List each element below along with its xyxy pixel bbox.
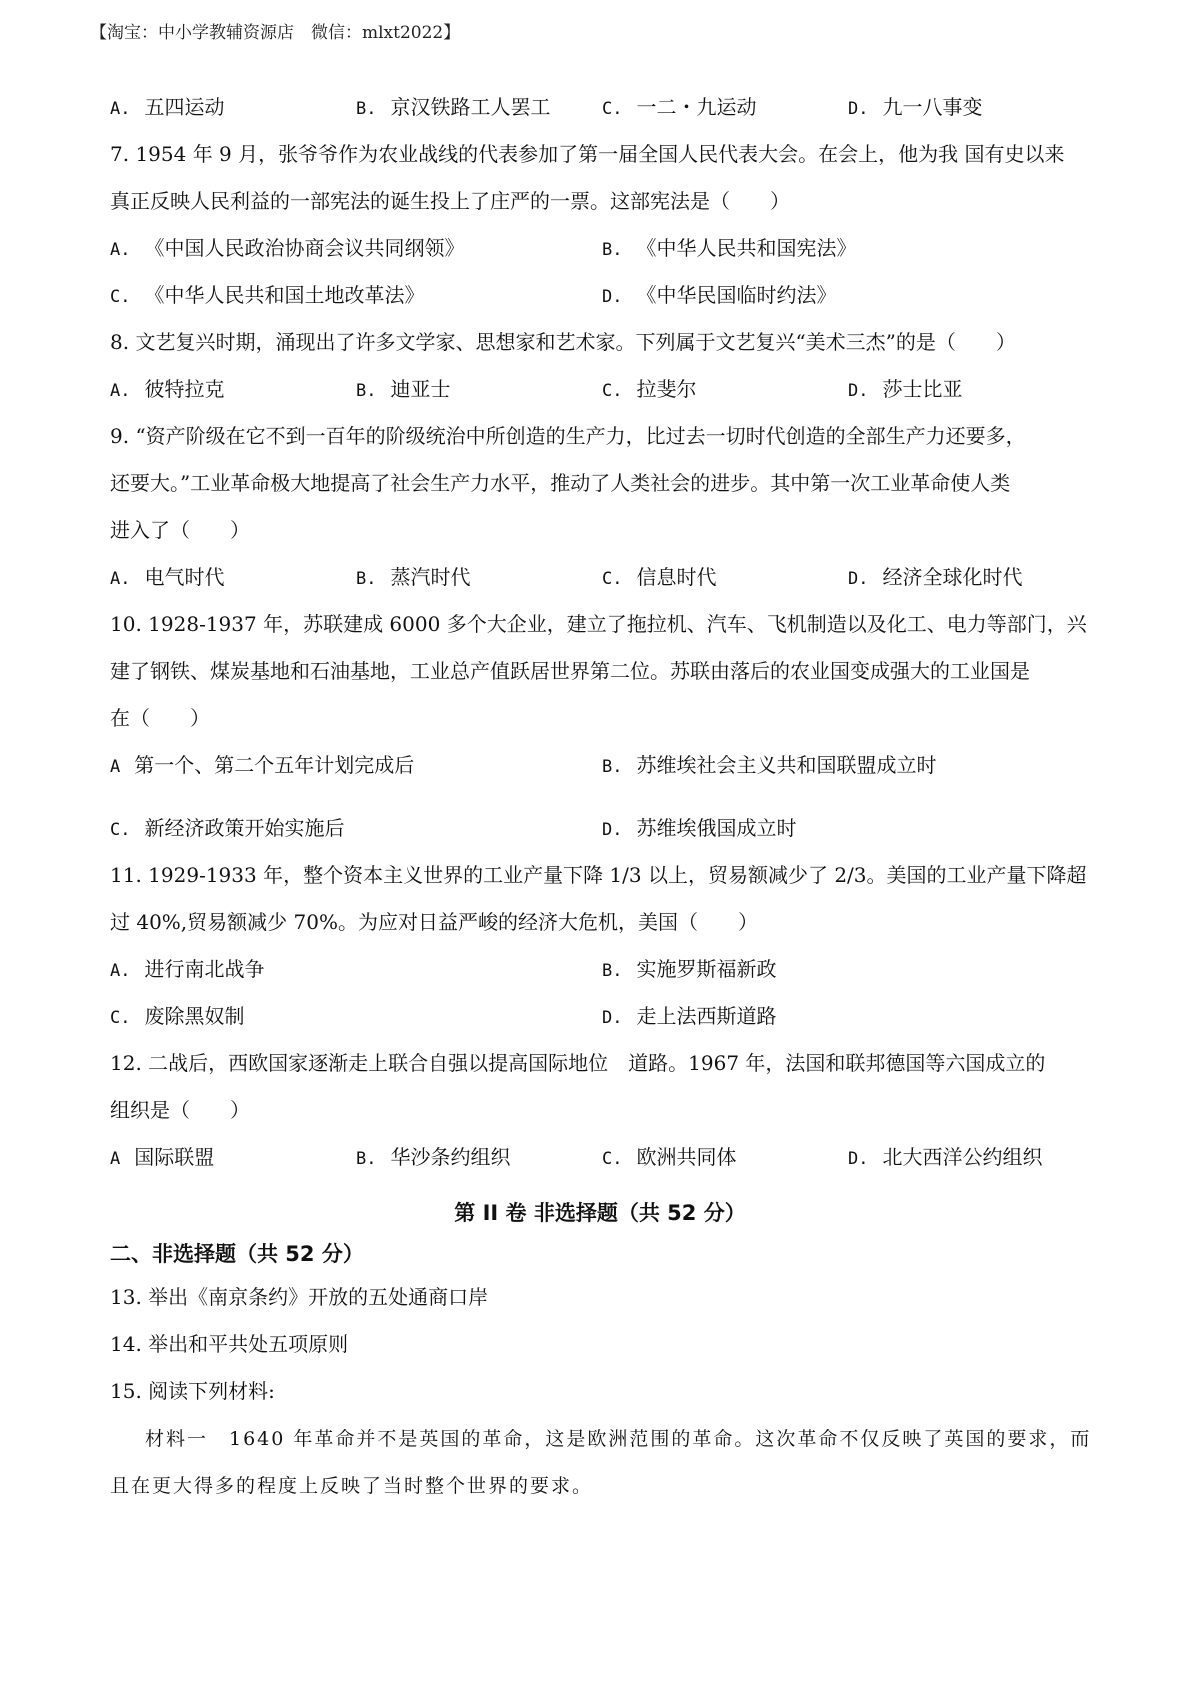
- q14-stem: 14. 举出和平共处五项原则: [110, 1332, 349, 1356]
- q7-option-d: D. 《中华民国临时约法》: [602, 283, 837, 307]
- q7-option-b: B. 《中华人民共和国宪法》: [602, 236, 857, 260]
- q11-stem-line2: 过 40%,贸易额减少 70%。为应对日益严峻的经济大危机，美国（ ）: [110, 910, 758, 934]
- header-note: 【淘宝：中小学教辅资源店 微信：mlxt2022】: [90, 23, 461, 43]
- q9-option-a: A. 电气时代: [110, 565, 225, 589]
- q9-stem-line1: 9. “资产阶级在它不到一百年的阶级统治中所创造的生产力，比过去一切时代创造的全部生产力还要多，: [110, 424, 1026, 448]
- material-1-line2: 且在更大得多的程度上反映了当时整个世界的要求。: [110, 1475, 594, 1497]
- q12-option-d: D. 北大西洋公约组织: [848, 1145, 1043, 1169]
- q12-option-a: A 国际联盟: [110, 1145, 215, 1169]
- q10-option-a: A 第一个、第二个五年计划完成后: [110, 753, 415, 777]
- q10-option-c: C. 新经济政策开始实施后: [110, 816, 345, 840]
- q12-stem-line1: 12. 二战后，西欧国家逐渐走上联合自强以提高国际地位 道路。1967 年，法国和联邦德国等六国成立的: [110, 1051, 1046, 1075]
- q7-stem-line1: 7. 1954 年 9 月，张爷爷作为农业战线的代表参加了第一届全国人民代表大会。在会上，他为我 国有史以来: [110, 142, 1065, 166]
- q6-option-c: C. 一二・九运动: [602, 95, 757, 119]
- q12-option-c: C. 欧洲共同体: [602, 1145, 737, 1169]
- section-2-title: 第 II 卷 非选择题（共 52 分）: [454, 1201, 746, 1225]
- q10-option-d: D. 苏维埃俄国成立时: [602, 816, 797, 840]
- q7-option-a: A. 《中国人民政治协商会议共同纲领》: [110, 236, 465, 260]
- section-2-subtitle: 二、非选择题（共 52 分）: [110, 1242, 364, 1266]
- q7-option-c: C. 《中华人民共和国土地改革法》: [110, 283, 425, 307]
- q8-stem: 8. 文艺复兴时期，涌现出了许多文学家、思想家和艺术家。下列属于文艺复兴“美术三杰”的是（ ）: [110, 330, 1016, 354]
- q11-option-a: A. 进行南北战争: [110, 957, 265, 981]
- q11-option-b: B. 实施罗斯福新政: [602, 957, 777, 981]
- q6-option-a: A. 五四运动: [110, 95, 225, 119]
- q7-stem-line2: 真正反映人民利益的一部宪法的诞生投上了庄严的一票。这部宪法是（ ）: [110, 189, 790, 213]
- material-1-line1: 材料一 1640 年革命并不是英国的革命，这是欧洲范围的革命。这次革命不仅反映了英国的要求，而: [145, 1428, 1092, 1450]
- q15-stem: 15. 阅读下列材料:: [110, 1379, 275, 1403]
- q11-option-c: C. 废除黑奴制: [110, 1004, 245, 1028]
- q11-stem-line1: 11. 1929-1933 年，整个资本主义世界的工业产量下降 1/3 以上，贸易额减少了 2/3。美国的工业产量下降超: [110, 863, 1087, 887]
- q10-stem-line3: 在（ ）: [110, 706, 210, 730]
- q6-option-d: D. 九一八事变: [848, 95, 983, 119]
- q10-stem-line2: 建了钢铁、煤炭基地和石油基地，工业总产值跃居世界第二位。苏联由落后的农业国变成强大的工业国是: [110, 659, 1030, 683]
- q8-option-b: B. 迪亚士: [356, 377, 451, 401]
- q9-stem-line3: 进入了（ ）: [110, 518, 250, 542]
- q10-stem-line1: 10. 1928-1937 年，苏联建成 6000 多个大企业，建立了拖拉机、汽车、飞机制造以及化工、电力等部门，兴: [110, 612, 1087, 636]
- q8-option-a: A. 彼特拉克: [110, 377, 225, 401]
- q13-stem: 13. 举出《南京条约》开放的五处通商口岸: [110, 1285, 489, 1309]
- q12-stem-line2: 组织是（ ）: [110, 1098, 250, 1122]
- q9-option-b: B. 蒸汽时代: [356, 565, 471, 589]
- q9-option-c: C. 信息时代: [602, 565, 717, 589]
- q6-option-b: B. 京汉铁路工人罢工: [356, 95, 551, 119]
- q10-option-b: B. 苏维埃社会主义共和国联盟成立时: [602, 753, 937, 777]
- q12-option-b: B. 华沙条约组织: [356, 1145, 511, 1169]
- q8-option-d: D. 莎士比亚: [848, 377, 963, 401]
- q8-option-c: C. 拉斐尔: [602, 377, 697, 401]
- q11-option-d: D. 走上法西斯道路: [602, 1004, 777, 1028]
- q9-stem-line2: 还要大。”工业革命极大地提高了社会生产力水平，推动了人类社会的进步。其中第一次工业革命使人类: [110, 471, 1011, 495]
- q9-option-d: D. 经济全球化时代: [848, 565, 1023, 589]
